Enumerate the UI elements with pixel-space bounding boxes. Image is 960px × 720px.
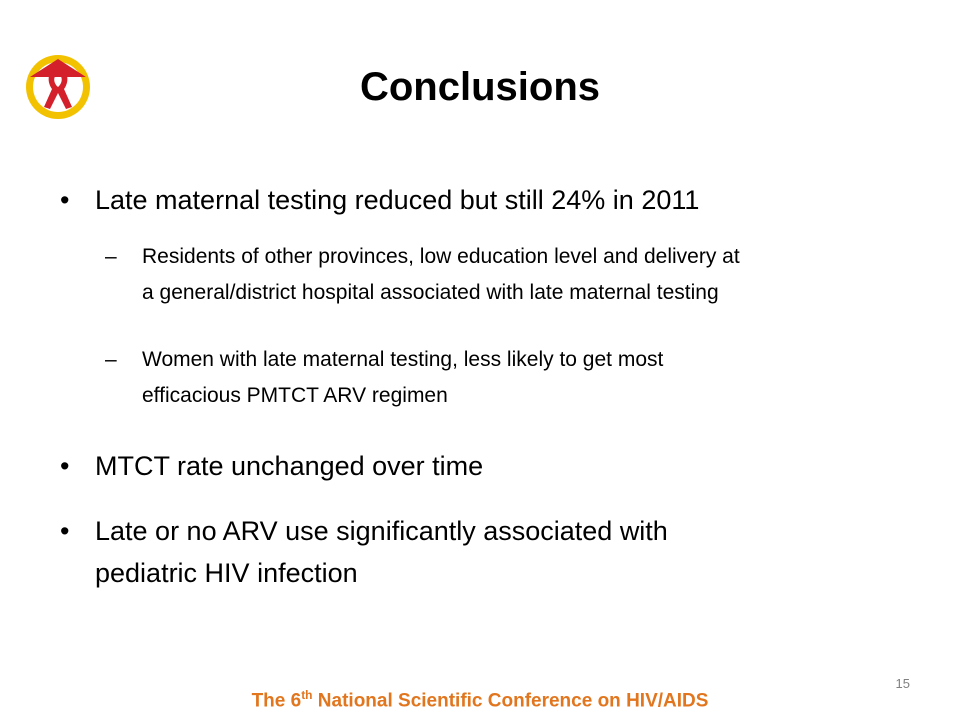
sub-text-line1: Women with late maternal testing, less likely to get most [142,348,664,371]
bullet-text-line2: pediatric HIV infection [95,558,358,588]
sub-text-line1: Residents of other provinces, low education level and delivery at [142,245,740,268]
bullet-text: Late maternal testing reduced but still 24% in 2011 [95,185,700,215]
bullet-glyph: • [60,451,70,481]
bullet-item-late-testing [60,180,920,220]
sub-item-residents [105,239,925,311]
dash-glyph: – [105,245,117,268]
footer-prefix: The 6 [251,690,302,712]
bullet-item-mtct-rate [60,446,920,486]
footer-conference-name [0,688,960,712]
bullet-text-line1: Late or no ARV use significantly associated with [95,516,668,546]
footer-superscript: th [301,688,313,702]
page-number: 15 [895,676,910,691]
bullet-item-arv-use [60,511,920,593]
dash-glyph: – [105,348,117,371]
slide-title: Conclusions [359,65,601,109]
sub-text-line2: efficacious PMTCT ARV regimen [142,384,448,407]
bullet-glyph: • [60,516,70,546]
bullet-text: MTCT rate unchanged over time [95,451,484,481]
footer-suffix: National Scientific Conference on HIV/AIDS [312,690,709,712]
sub-text-line2: a general/district hospital associated with late maternal testing [142,281,719,304]
sub-item-women [105,342,925,414]
bullet-glyph: • [60,185,70,215]
